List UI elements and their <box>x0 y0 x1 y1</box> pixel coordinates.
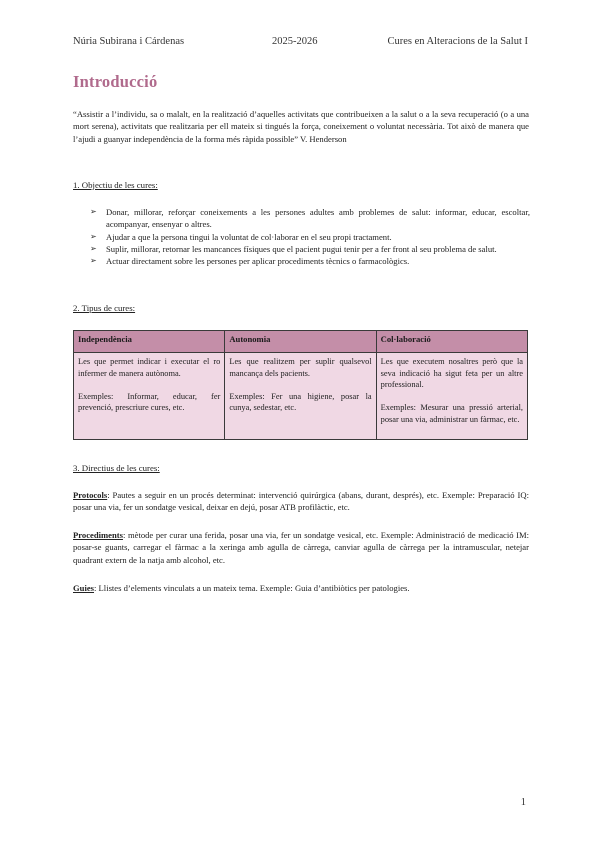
cell-examples: Exemples: Fer una higiene, posar la cunya, sedestar, etc. <box>229 391 372 413</box>
column-header-collaboration: Col·laboració <box>376 331 527 353</box>
list-item <box>90 255 530 267</box>
cell-description: Les que executem nosaltres però que la seva indicació ha sigut feta per un altre professional. <box>380 357 523 390</box>
list-item-text: Donar, millorar, reforçar coneixements a les persones adultes amb problemes de salut: informar, educar, escoltar, acompanyar, ensenyar o altres. <box>106 207 530 230</box>
guies-paragraph <box>73 582 529 594</box>
list-item-text: Suplir, millorar, retornar les mancances físiques que el pacient pugui tenir per a fer front al seu problema de salut. <box>106 243 497 254</box>
cell-examples: Exemples: Mesurar una pressió arterial, posar una via, administrar un fàrmac, etc. <box>380 403 523 424</box>
section-2-heading: 2. Tipus de cures: <box>73 303 136 313</box>
header-course: Cures en Alteracions de la Salut I <box>387 36 528 47</box>
table-cell-independence <box>74 353 225 440</box>
column-header-autonomy: Autonomia <box>225 331 376 353</box>
arrow-bullet-icon: ➢ <box>90 256 97 266</box>
table-header-row <box>74 331 528 353</box>
protocols-paragraph <box>73 489 529 514</box>
column-header-independence: Independència <box>74 331 225 353</box>
list-item <box>90 206 530 231</box>
header-year: 2025-2026 <box>272 36 318 47</box>
procediments-paragraph <box>73 529 529 566</box>
page-title: Introducció <box>73 72 158 91</box>
table-cell-collaboration <box>376 353 527 440</box>
arrow-bullet-icon: ➢ <box>90 207 97 216</box>
list-item <box>90 231 530 243</box>
procediments-term: Procediments <box>73 530 123 540</box>
list-item-text: Actuar directament sobre les persones per aplicar procediments tècnics o farmacològics. <box>106 256 410 267</box>
list-item-text: Ajudar a que la persona tingui la voluntat de col·laborar en el seu propi tractament. <box>106 231 392 242</box>
objectives-list <box>90 206 530 267</box>
procediments-text: : mètode per curar una ferida, posar una via, fer un sondatge vesical, etc. Exemple: Administració de medicació IM: posar-se guants, carregar el fàrmac a la xeringa amb agulla de càrrega, canviar agulla de càrrega per la intramuscular, netejar quadrant extern de la natja amb alcohol, etc. <box>73 530 529 565</box>
section-1-heading: 1. Objectiu de les cures: <box>73 180 158 190</box>
guies-term: Guies <box>73 583 95 593</box>
page-header <box>73 36 528 50</box>
table-row <box>74 353 528 440</box>
guies-text: : Llistes d’elements vinculats a un mateix tema. Exemple: Guia d’antibiòtics per patologies. <box>94 583 410 593</box>
protocols-term: Protocols <box>73 490 108 500</box>
list-item <box>90 243 530 255</box>
protocols-text: : Pautes a seguir en un procés determinat: intervenció quirúrgica (abans, durant, després), etc. Exemple: Preparació IQ: posar una via, fer un sondatge vesical, deixar en dejú, posar ATB profilàctic, etc. <box>73 490 529 513</box>
cell-description: Les que permet indicar i executar el ro infermer de manera autònoma. <box>78 357 221 378</box>
cell-examples: Exemples: Informar, educar, fer prevenció, prescriure cures, etc. <box>78 391 221 413</box>
arrow-bullet-icon: ➢ <box>90 231 97 241</box>
henderson-quote: “Assistir a l’individu, sa o malalt, en la realització d’aquelles activitats que contribueixen a la salut o a la seva recuperació (o a una mort serena), activitats que realitzaria per ell mateix si tingués la força, coneixement o voluntat necessària. Tot això de manera que l’ajudi a guanyar independència de la forma més ràpida possible” V. Henderson <box>73 109 529 144</box>
cell-description: Les que realitzem per suplir qualsevol mancança dels pacients. <box>229 357 372 378</box>
header-author: Núria Subirana i Cárdenas <box>73 36 185 47</box>
care-types-table <box>73 330 528 440</box>
page-number: 1 <box>520 797 526 808</box>
arrow-bullet-icon: ➢ <box>90 243 97 253</box>
table-cell-autonomy <box>225 353 376 440</box>
section-3-heading: 3. Directius de les cures: <box>73 463 160 473</box>
